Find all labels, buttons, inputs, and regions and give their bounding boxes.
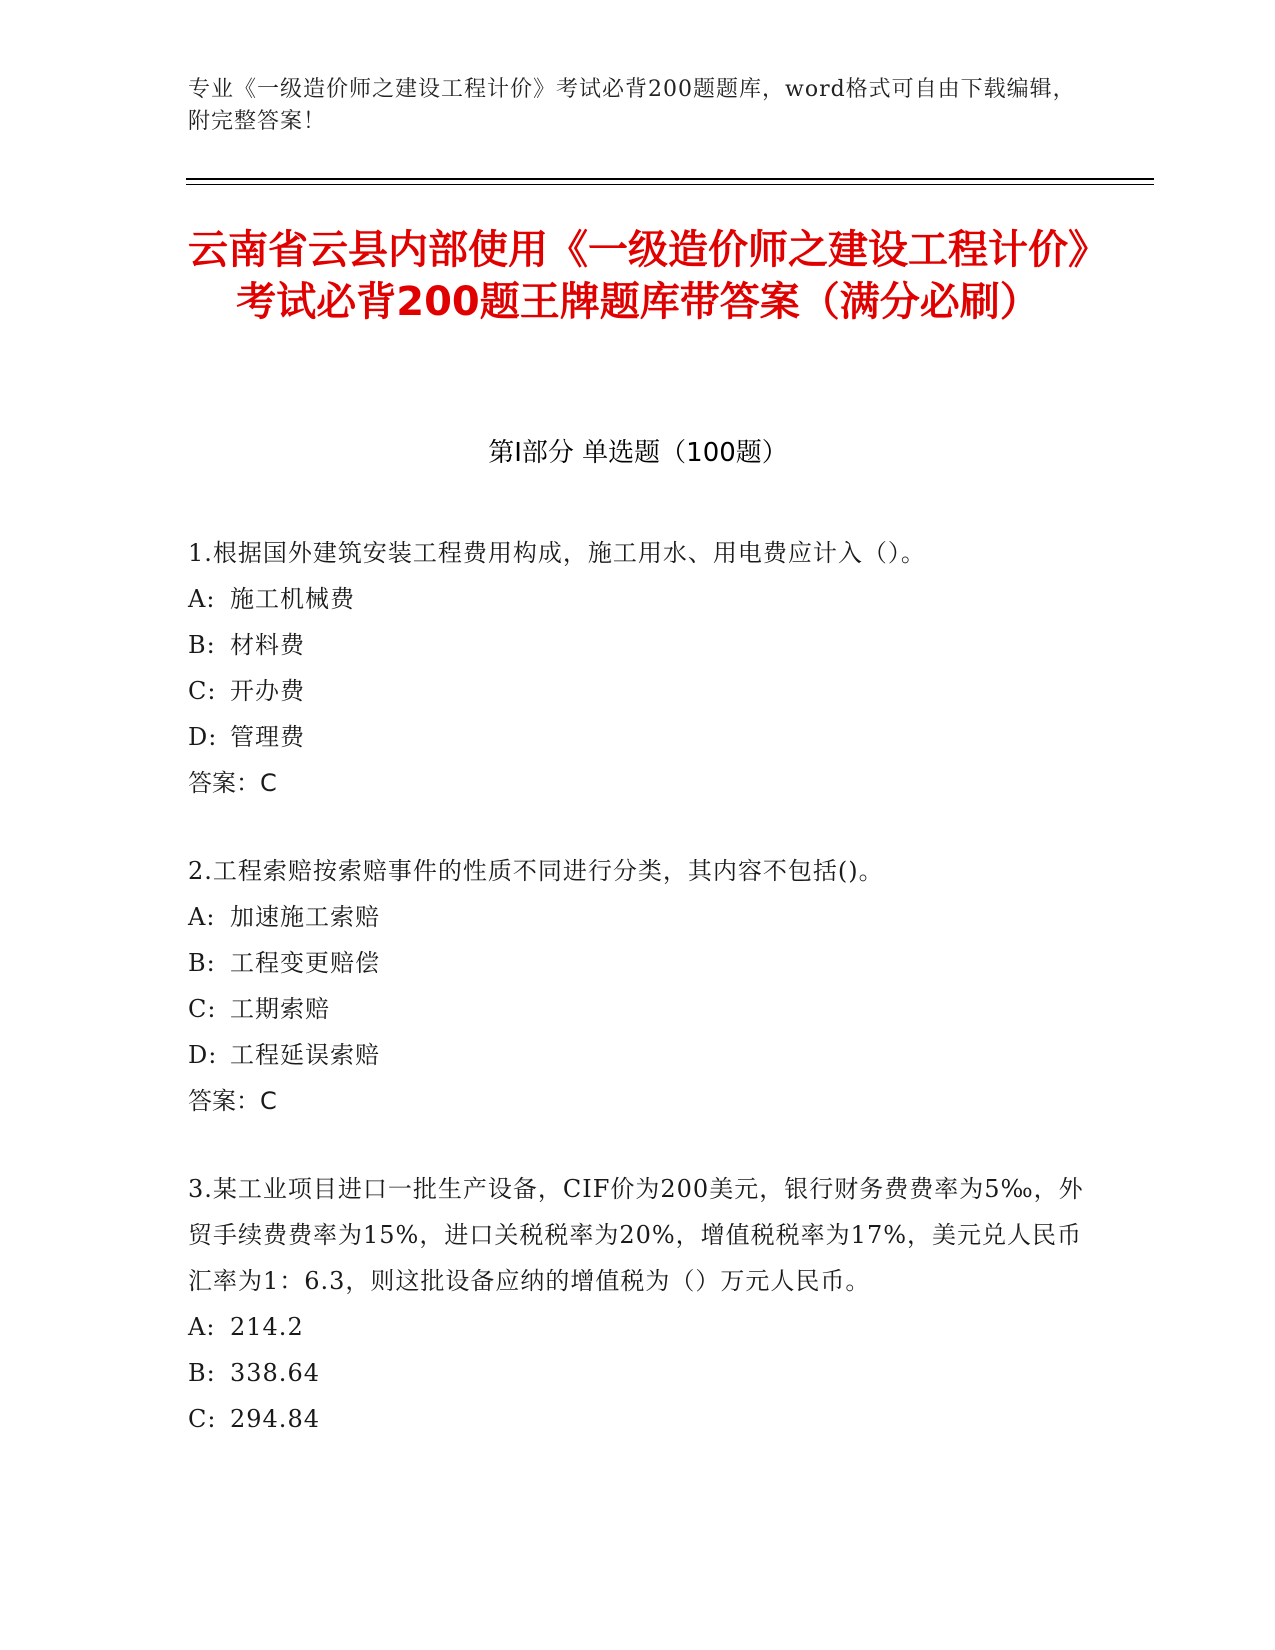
option-letter: B:	[188, 631, 216, 659]
question-list	[188, 530, 1088, 1484]
header-note: 专业《一级造价师之建设工程计价》考试必背200题题库，word格式可自由下载编辑，附完整答案！	[188, 77, 1076, 134]
question-1	[188, 530, 1088, 806]
option-text: 338.64	[230, 1359, 320, 1387]
question-3	[188, 1166, 1088, 1442]
option-letter: A:	[188, 903, 216, 931]
option-letter: B:	[188, 1359, 216, 1387]
header-rule-thin	[186, 184, 1154, 185]
option-letter: C:	[188, 1405, 217, 1433]
option-text: 开办费	[230, 677, 305, 705]
option-b	[188, 1350, 1088, 1396]
option-letter: A:	[188, 1313, 216, 1341]
option-letter: C:	[188, 677, 217, 705]
option-c	[188, 986, 1088, 1032]
option-text: 施工机械费	[230, 585, 355, 613]
option-letter: D:	[188, 723, 218, 751]
option-b	[188, 622, 1088, 668]
question-stem: 1.根据国外建筑安装工程费用构成，施工用水、用电费应计入（）。	[188, 539, 926, 567]
option-letter: D:	[188, 1041, 218, 1069]
section-heading: 第Ⅰ部分 单选题（100题）	[488, 438, 788, 468]
header-rule-thick	[186, 178, 1154, 180]
option-text: 材料费	[230, 631, 305, 659]
answer-line: 答案：C	[188, 1087, 277, 1115]
option-letter: B:	[188, 949, 216, 977]
question-2	[188, 848, 1088, 1124]
question-stem: 2.工程索赔按索赔事件的性质不同进行分类，其内容不包括()。	[188, 857, 884, 885]
option-text: 工程变更赔偿	[230, 949, 380, 977]
option-letter: A:	[188, 585, 216, 613]
option-text: 214.2	[230, 1313, 304, 1341]
option-a	[188, 576, 1088, 622]
option-text: 工期索赔	[230, 995, 330, 1023]
question-stem: 3.某工业项目进口一批生产设备，CIF价为200美元，银行财务费费率为5‰，外贸手续费费率为15%，进口关税税率为20%，增值税税率为17%，美元兑人民币汇率为1：6.3，则这批设备应纳的增值税为（）万元人民币。	[188, 1175, 1084, 1295]
option-text: 294.84	[230, 1405, 320, 1433]
option-d	[188, 1032, 1088, 1078]
option-c	[188, 1396, 1088, 1442]
answer-line: 答案：C	[188, 769, 277, 797]
document-title: 云南省云县内部使用《一级造价师之建设工程计价》考试必背200题王牌题库带答案（满分必刷）	[188, 227, 1088, 325]
option-text: 工程延误索赔	[230, 1041, 380, 1069]
option-a	[188, 894, 1088, 940]
option-b	[188, 940, 1088, 986]
option-text: 加速施工索赔	[230, 903, 380, 931]
option-letter: C:	[188, 995, 217, 1023]
option-text: 管理费	[230, 723, 305, 751]
option-c	[188, 668, 1088, 714]
option-a	[188, 1304, 1088, 1350]
option-d	[188, 714, 1088, 760]
